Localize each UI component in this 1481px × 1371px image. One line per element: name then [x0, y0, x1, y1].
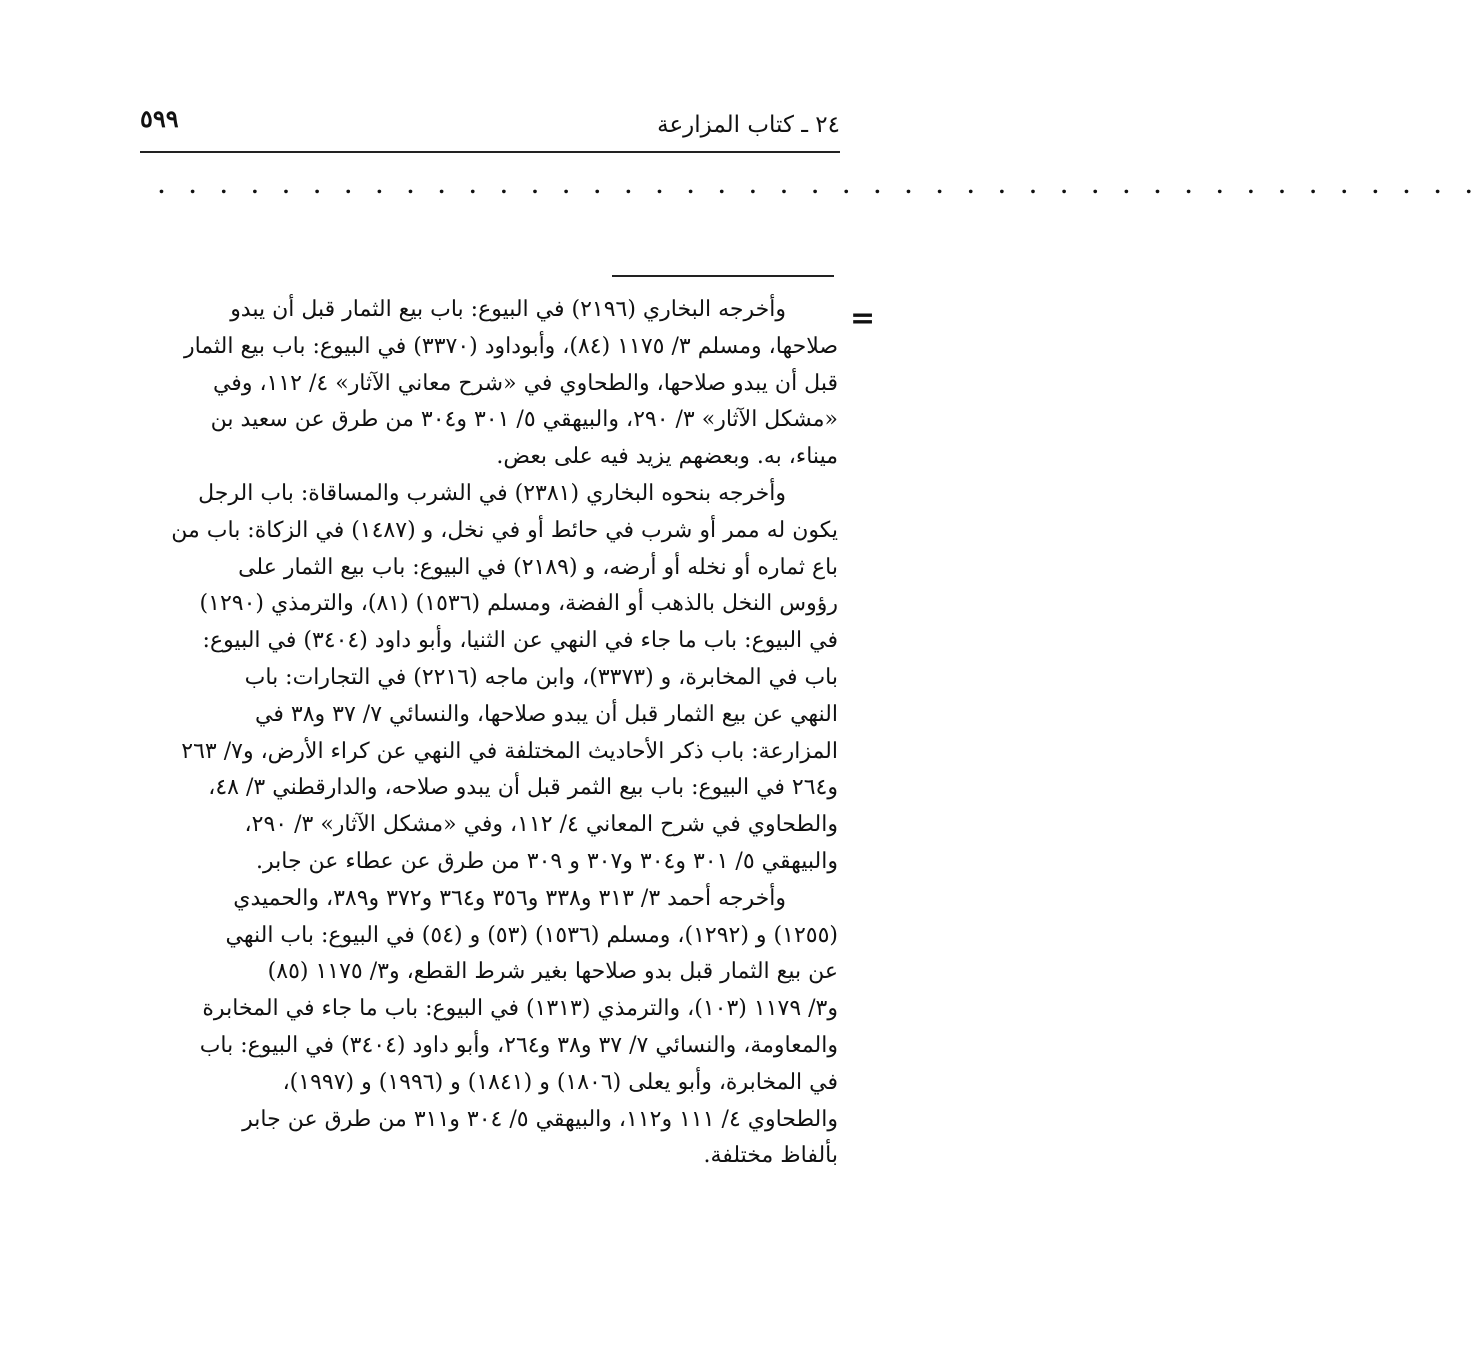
text-line: عن بيع الثمار قبل بدو صلاحها بغير شرط القطع، و٣/ ١١٧٥ (٨٥): [267, 959, 838, 985]
text-line: يكون له ممر أو شرب في حائط أو في نخل، و (١٤٨٧) في الزكاة: باب من: [171, 517, 838, 543]
text-line: المزارعة: باب ذكر الأحاديث المختلفة في النهي عن كراء الأرض، و٧/ ٢٦٣: [181, 738, 838, 764]
text-line: في المخابرة، وأبو يعلى (١٨٠٦) و (١٨٤١) و (١٩٩٦) و (١٩٩٧)،: [282, 1069, 838, 1095]
text-line: وأخرجه بنحوه البخاري (٢٣٨١) في الشرب والمساقاة: باب الرجل: [198, 480, 786, 506]
dotted-separator: . . . . . . . . . . . . . . . . . . . . . . . . . . . . . . . . . . . . . . . . . . .: [158, 174, 1481, 198]
text-line: قبل أن يبدو صلاحها، والطحاوي في «شرح معاني الآثار» ٤/ ١١٢، وفي: [212, 370, 838, 396]
header-rule: [140, 151, 840, 153]
text-line: صلاحها، ومسلم ٣/ ١١٧٥ (٨٤)، وأبوداود (٣٣٧٠) في البيوع: باب بيع الثمار: [183, 333, 838, 359]
footnotes: [128, 292, 838, 1175]
page-number: ٥٩٩: [140, 104, 179, 133]
text-line: باب في المخابرة، و (٣٣٧٣)، وابن ماجه (٢٢١٦) في التجارات: باب: [244, 664, 838, 690]
footnote-paragraph: [128, 476, 838, 881]
text-line: «مشكل الآثار» ٣/ ٢٩٠، والبيهقي ٥/ ٣٠١ و٣٠٤ من طرق عن سعيد بن: [210, 407, 838, 433]
continuation-mark: =: [850, 301, 876, 336]
text-line: و٣/ ١١٧٩ (١٠٣)، والترمذي (١٣١٣) في البيوع: باب ما جاء في المخابرة: [202, 996, 838, 1022]
footnote-rule: [612, 275, 834, 277]
text-line: و٢٦٤ في البيوع: باب بيع الثمر قبل أن يبدو صلاحه، والدارقطني ٣/ ٤٨،: [208, 775, 838, 801]
text-line: والطحاوي في شرح المعاني ٤/ ١١٢، وفي «مشكل الآثار» ٣/ ٢٩٠،: [244, 812, 838, 838]
text-line: وأخرجه أحمد ٣/ ٣١٣ و٣٣٨ و٣٥٦ و٣٦٤ و٣٧٢ و٣٨٩، والحميدي: [233, 885, 786, 911]
text-line: بألفاظ مختلفة.: [703, 1143, 838, 1169]
footnote-paragraph: [128, 292, 838, 476]
text-line: (١٢٥٥) و (١٢٩٢)، ومسلم (١٥٣٦) (٥٣) و (٥٤) في البيوع: باب النهي: [225, 922, 838, 948]
text-line: باع ثماره أو نخله أو أرضه، و (٢١٨٩) في البيوع: باب بيع الثمار على: [238, 554, 838, 580]
text-line: والبيهقي ٥/ ٣٠١ و٣٠٤ و٣٠٧ و ٣٠٩ من طرق عن عطاء عن جابر.: [256, 848, 838, 874]
text-line: رؤوس النخل بالذهب أو الفضة، ومسلم (١٥٣٦) (٨١)، والترمذي (١٢٩٠): [199, 591, 838, 617]
text-line: ميناء، به. وبعضهم يزيد فيه على بعض.: [496, 444, 838, 470]
text-line: والمعاومة، والنسائي ٧/ ٣٧ و٣٨ و٢٦٤، وأبو داود (٣٤٠٤) في البيوع: باب: [199, 1032, 838, 1058]
footnote-paragraph: [128, 881, 838, 1175]
page-header: [140, 100, 840, 144]
text-line: والطحاوي ٤/ ١١١ و١١٢، والبيهقي ٥/ ٣٠٤ و٣١١ من طرق عن جابر: [242, 1106, 838, 1132]
text-line: في البيوع: باب ما جاء في النهي عن الثنيا، وأبو داود (٣٤٠٤) في البيوع:: [202, 628, 838, 654]
text-line: وأخرجه البخاري (٢١٩٦) في البيوع: باب بيع الثمار قبل أن يبدو: [230, 297, 786, 322]
text-line: النهي عن بيع الثمار قبل أن يبدو صلاحها، والنسائي ٧/ ٣٧ و٣٨ في: [255, 701, 838, 727]
running-head: ٢٤ ـ كتاب المزارعة: [657, 112, 840, 138]
